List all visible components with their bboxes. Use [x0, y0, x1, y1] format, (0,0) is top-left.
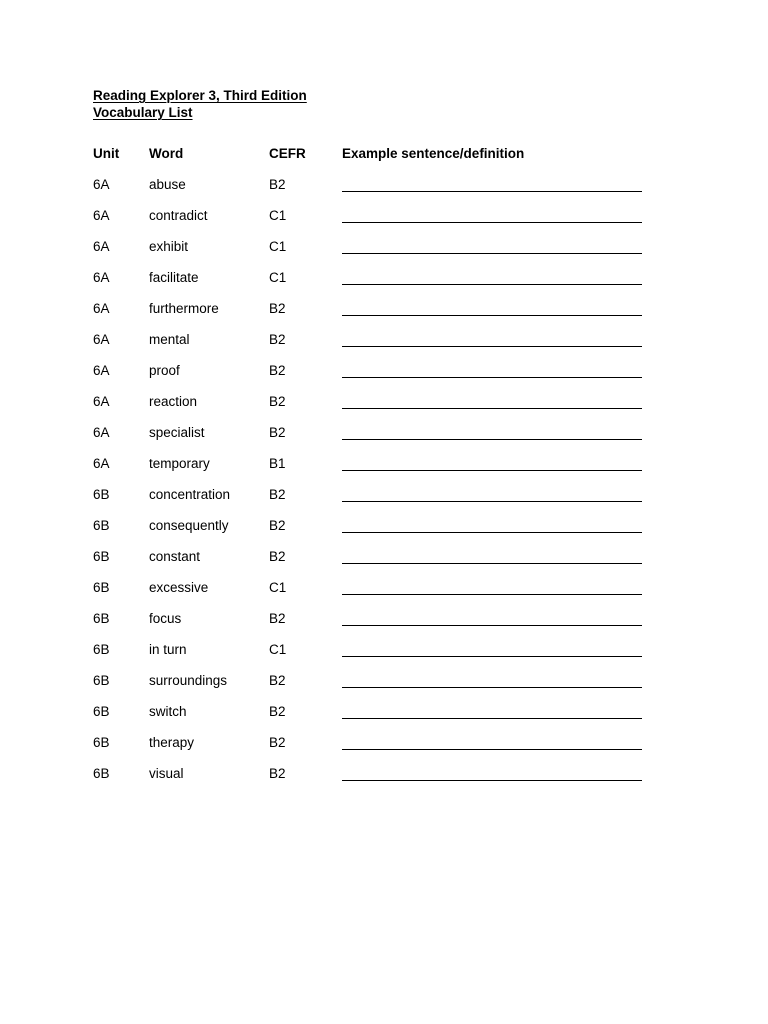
table-row [0, 331, 768, 349]
cell-word: furthermore [149, 301, 219, 316]
cell-unit: 6A [93, 394, 110, 409]
cell-unit: 6B [93, 766, 110, 781]
example-blank-line [342, 315, 642, 316]
cell-unit: 6A [93, 332, 110, 347]
table-row [0, 424, 768, 442]
cell-unit: 6B [93, 549, 110, 564]
cell-cefr: C1 [269, 270, 287, 285]
table-row [0, 207, 768, 225]
cell-unit: 6B [93, 487, 110, 502]
cell-word: therapy [149, 735, 195, 750]
example-blank-line [342, 191, 642, 192]
cell-cefr: B2 [269, 518, 286, 533]
cell-unit: 6B [93, 518, 110, 533]
cell-word: consequently [149, 518, 229, 533]
table-row [0, 703, 768, 721]
example-blank-line [342, 532, 642, 533]
example-blank-line [342, 253, 642, 254]
cell-word: focus [149, 611, 182, 626]
cell-cefr: B2 [269, 673, 286, 688]
cell-word: concentration [149, 487, 231, 502]
cell-word: mental [149, 332, 190, 347]
cell-cefr: B2 [269, 735, 286, 750]
header-unit: Unit [93, 146, 120, 161]
table-row [0, 362, 768, 380]
cell-cefr: B2 [269, 177, 286, 192]
cell-word: reaction [149, 394, 198, 409]
table-row [0, 672, 768, 690]
cell-word: exhibit [149, 239, 189, 254]
cell-unit: 6B [93, 611, 110, 626]
table-row [0, 455, 768, 473]
cell-unit: 6A [93, 301, 110, 316]
cell-word: visual [149, 766, 184, 781]
table-row [0, 548, 768, 566]
cell-unit: 6A [93, 208, 110, 223]
cell-unit: 6A [93, 363, 110, 378]
example-blank-line [342, 656, 642, 657]
table-row [0, 393, 768, 411]
example-blank-line [342, 222, 642, 223]
title-line-1: Reading Explorer 3, Third Edition [93, 88, 307, 103]
example-blank-line [342, 346, 642, 347]
example-blank-line [342, 284, 642, 285]
cell-cefr: B2 [269, 332, 286, 347]
cell-cefr: B2 [269, 425, 286, 440]
example-blank-line [342, 780, 642, 781]
header-example: Example sentence/definition [342, 146, 525, 161]
cell-cefr: B1 [269, 456, 286, 471]
cell-cefr: C1 [269, 642, 287, 657]
cell-unit: 6A [93, 270, 110, 285]
cell-word: in turn [149, 642, 187, 657]
cell-cefr: B2 [269, 301, 286, 316]
cell-unit: 6B [93, 642, 110, 657]
cell-cefr: C1 [269, 208, 287, 223]
cell-cefr: B2 [269, 704, 286, 719]
cell-unit: 6A [93, 425, 110, 440]
cell-cefr: B2 [269, 394, 286, 409]
example-blank-line [342, 594, 642, 595]
table-row [0, 734, 768, 752]
example-blank-line [342, 749, 642, 750]
cell-word: temporary [149, 456, 210, 471]
table-row [0, 641, 768, 659]
document-title [93, 87, 307, 121]
example-blank-line [342, 408, 642, 409]
header-cefr: CEFR [269, 146, 306, 161]
cell-word: proof [149, 363, 180, 378]
table-row [0, 238, 768, 256]
cell-cefr: B2 [269, 549, 286, 564]
cell-cefr: B2 [269, 766, 286, 781]
table-row [0, 486, 768, 504]
example-blank-line [342, 718, 642, 719]
example-blank-line [342, 439, 642, 440]
table-header [0, 145, 768, 163]
cell-word: excessive [149, 580, 209, 595]
table-row [0, 176, 768, 194]
example-blank-line [342, 501, 642, 502]
title-line-2: Vocabulary List [93, 105, 193, 120]
cell-cefr: C1 [269, 580, 287, 595]
example-blank-line [342, 563, 642, 564]
cell-word: constant [149, 549, 201, 564]
cell-word: abuse [149, 177, 186, 192]
table-row [0, 300, 768, 318]
header-word: Word [149, 146, 184, 161]
table-row [0, 517, 768, 535]
table-row [0, 579, 768, 597]
cell-unit: 6A [93, 239, 110, 254]
table-row [0, 610, 768, 628]
cell-unit: 6A [93, 177, 110, 192]
cell-unit: 6B [93, 735, 110, 750]
cell-unit: 6A [93, 456, 110, 471]
cell-cefr: B2 [269, 611, 286, 626]
cell-word: switch [149, 704, 187, 719]
table-row [0, 269, 768, 287]
cell-unit: 6B [93, 580, 110, 595]
example-blank-line [342, 625, 642, 626]
cell-word: surroundings [149, 673, 228, 688]
cell-cefr: B2 [269, 363, 286, 378]
cell-word: facilitate [149, 270, 199, 285]
cell-unit: 6B [93, 704, 110, 719]
cell-word: contradict [149, 208, 208, 223]
example-blank-line [342, 687, 642, 688]
cell-unit: 6B [93, 673, 110, 688]
table-row [0, 765, 768, 783]
example-blank-line [342, 377, 642, 378]
cell-cefr: B2 [269, 487, 286, 502]
cell-word: specialist [149, 425, 205, 440]
example-blank-line [342, 470, 642, 471]
cell-cefr: C1 [269, 239, 287, 254]
